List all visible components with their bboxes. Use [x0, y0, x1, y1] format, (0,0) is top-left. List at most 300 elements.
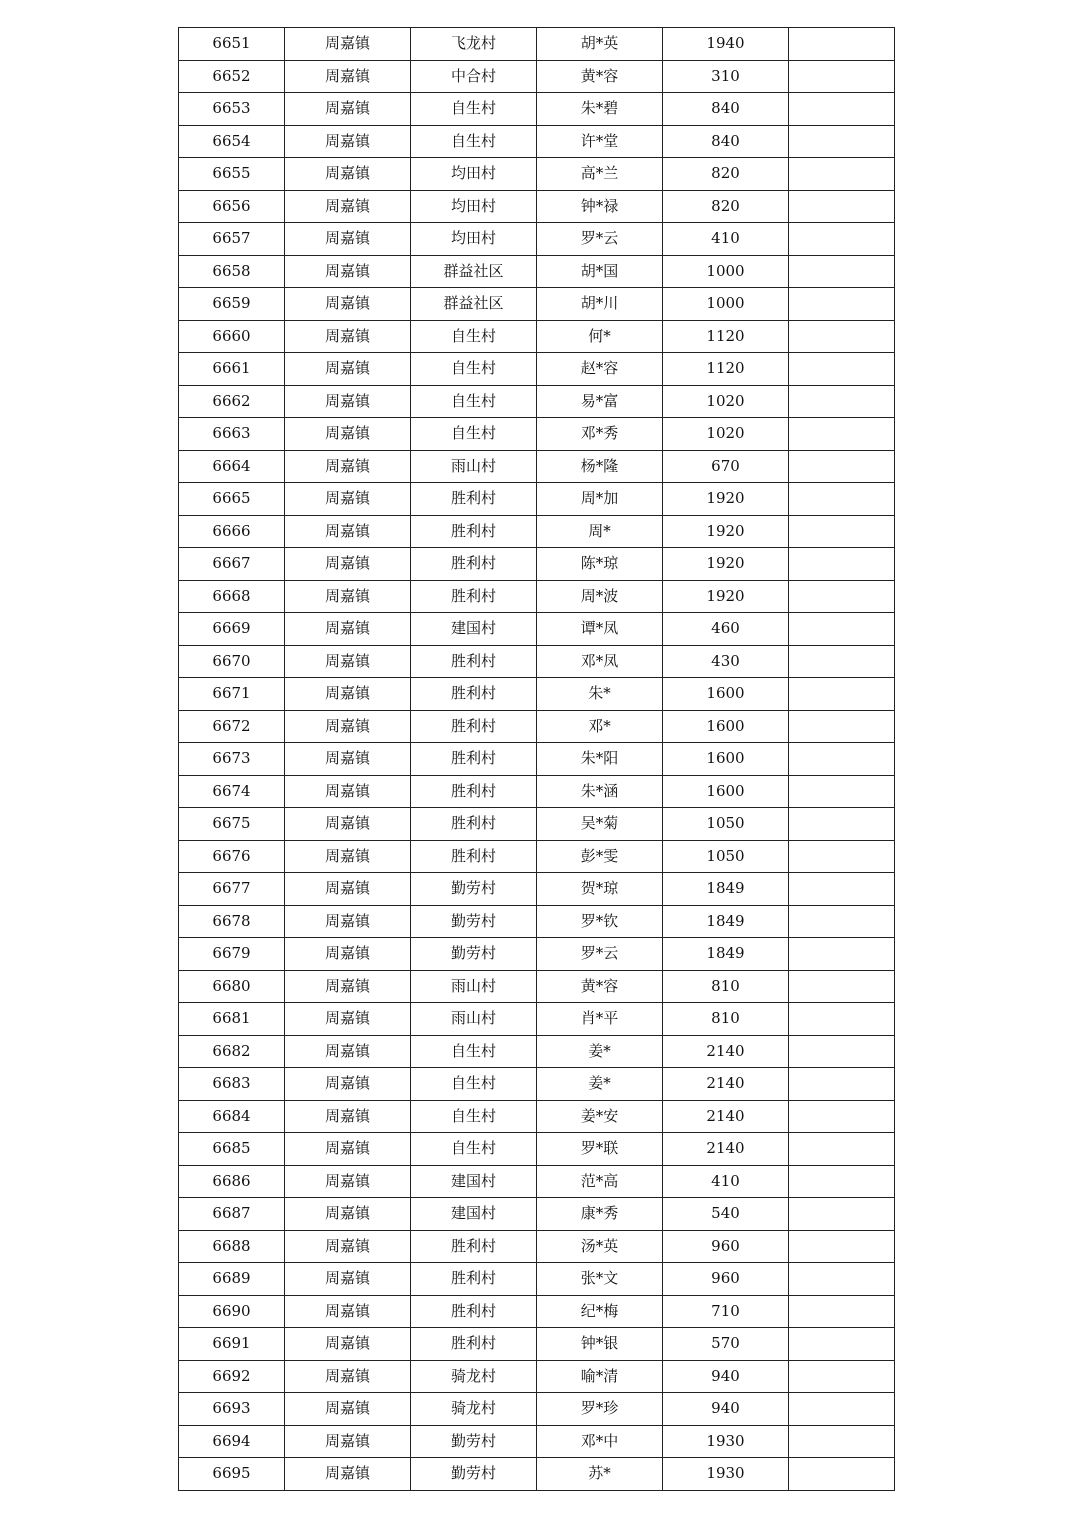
- cell-town: 周嘉镇: [285, 1263, 411, 1296]
- cell-village: 均田村: [411, 223, 537, 256]
- roster-table: [178, 27, 895, 1491]
- cell-village: 雨山村: [411, 970, 537, 1003]
- cell-village: 群益社区: [411, 288, 537, 321]
- cell-note: [789, 905, 895, 938]
- cell-person-name: 许*堂: [537, 125, 663, 158]
- cell-village: 中合村: [411, 60, 537, 93]
- cell-village: 胜利村: [411, 1295, 537, 1328]
- cell-serial-number: 6658: [179, 255, 285, 288]
- cell-note: [789, 1393, 895, 1426]
- cell-note: [789, 1035, 895, 1068]
- cell-town: 周嘉镇: [285, 93, 411, 126]
- cell-serial-number: 6668: [179, 580, 285, 613]
- cell-village: 胜利村: [411, 775, 537, 808]
- cell-note: [789, 613, 895, 646]
- cell-village: 胜利村: [411, 1230, 537, 1263]
- cell-amount: 1930: [663, 1425, 789, 1458]
- cell-serial-number: 6663: [179, 418, 285, 451]
- table-row: [179, 515, 895, 548]
- cell-note: [789, 1328, 895, 1361]
- cell-village: 胜利村: [411, 548, 537, 581]
- cell-town: 周嘉镇: [285, 775, 411, 808]
- cell-person-name: 彭*雯: [537, 840, 663, 873]
- cell-village: 骑龙村: [411, 1393, 537, 1426]
- cell-person-name: 罗*珍: [537, 1393, 663, 1426]
- cell-serial-number: 6684: [179, 1100, 285, 1133]
- table-row: [179, 613, 895, 646]
- cell-village: 勤劳村: [411, 1458, 537, 1491]
- cell-village: 自生村: [411, 320, 537, 353]
- cell-person-name: 胡*川: [537, 288, 663, 321]
- cell-amount: 1849: [663, 938, 789, 971]
- cell-serial-number: 6673: [179, 743, 285, 776]
- cell-serial-number: 6683: [179, 1068, 285, 1101]
- cell-serial-number: 6689: [179, 1263, 285, 1296]
- cell-town: 周嘉镇: [285, 255, 411, 288]
- cell-town: 周嘉镇: [285, 1035, 411, 1068]
- cell-person-name: 赵*容: [537, 353, 663, 386]
- cell-town: 周嘉镇: [285, 1100, 411, 1133]
- cell-person-name: 苏*: [537, 1458, 663, 1491]
- cell-note: [789, 1360, 895, 1393]
- table-row: [179, 1230, 895, 1263]
- cell-person-name: 贺*琼: [537, 873, 663, 906]
- cell-person-name: 喻*清: [537, 1360, 663, 1393]
- cell-amount: 1930: [663, 1458, 789, 1491]
- cell-amount: 1849: [663, 873, 789, 906]
- cell-person-name: 邓*: [537, 710, 663, 743]
- table-row: [179, 158, 895, 191]
- table-row: [179, 418, 895, 451]
- cell-amount: 710: [663, 1295, 789, 1328]
- cell-amount: 430: [663, 645, 789, 678]
- cell-amount: 670: [663, 450, 789, 483]
- cell-person-name: 邓*凤: [537, 645, 663, 678]
- cell-amount: 1920: [663, 548, 789, 581]
- table-row: [179, 385, 895, 418]
- cell-person-name: 汤*英: [537, 1230, 663, 1263]
- cell-note: [789, 580, 895, 613]
- cell-town: 周嘉镇: [285, 1393, 411, 1426]
- cell-person-name: 朱*: [537, 678, 663, 711]
- cell-note: [789, 450, 895, 483]
- cell-town: 周嘉镇: [285, 1328, 411, 1361]
- cell-note: [789, 743, 895, 776]
- cell-serial-number: 6669: [179, 613, 285, 646]
- cell-serial-number: 6656: [179, 190, 285, 223]
- cell-person-name: 康*秀: [537, 1198, 663, 1231]
- cell-town: 周嘉镇: [285, 840, 411, 873]
- cell-village: 自生村: [411, 1100, 537, 1133]
- cell-person-name: 罗*云: [537, 223, 663, 256]
- cell-serial-number: 6652: [179, 60, 285, 93]
- cell-amount: 1000: [663, 288, 789, 321]
- cell-amount: 1600: [663, 678, 789, 711]
- cell-note: [789, 353, 895, 386]
- cell-amount: 310: [663, 60, 789, 93]
- cell-amount: 1920: [663, 580, 789, 613]
- table-row: [179, 1100, 895, 1133]
- cell-note: [789, 645, 895, 678]
- cell-amount: 1600: [663, 710, 789, 743]
- cell-person-name: 陈*琼: [537, 548, 663, 581]
- cell-note: [789, 1230, 895, 1263]
- cell-town: 周嘉镇: [285, 288, 411, 321]
- cell-amount: 540: [663, 1198, 789, 1231]
- cell-village: 胜利村: [411, 483, 537, 516]
- cell-amount: 820: [663, 190, 789, 223]
- cell-person-name: 朱*碧: [537, 93, 663, 126]
- cell-amount: 570: [663, 1328, 789, 1361]
- cell-village: 均田村: [411, 158, 537, 191]
- cell-town: 周嘉镇: [285, 548, 411, 581]
- cell-amount: 840: [663, 125, 789, 158]
- cell-amount: 1050: [663, 840, 789, 873]
- table-row: [179, 483, 895, 516]
- cell-village: 建国村: [411, 1165, 537, 1198]
- cell-village: 骑龙村: [411, 1360, 537, 1393]
- cell-note: [789, 158, 895, 191]
- cell-town: 周嘉镇: [285, 1133, 411, 1166]
- cell-serial-number: 6695: [179, 1458, 285, 1491]
- cell-person-name: 胡*英: [537, 28, 663, 61]
- table-row: [179, 1393, 895, 1426]
- table-row: [179, 710, 895, 743]
- cell-village: 胜利村: [411, 645, 537, 678]
- table-row: [179, 125, 895, 158]
- cell-town: 周嘉镇: [285, 1198, 411, 1231]
- cell-note: [789, 1198, 895, 1231]
- cell-note: [789, 808, 895, 841]
- table-row: [179, 28, 895, 61]
- cell-town: 周嘉镇: [285, 808, 411, 841]
- cell-serial-number: 6667: [179, 548, 285, 581]
- cell-town: 周嘉镇: [285, 1458, 411, 1491]
- cell-person-name: 朱*阳: [537, 743, 663, 776]
- table-row: [179, 450, 895, 483]
- cell-serial-number: 6679: [179, 938, 285, 971]
- cell-note: [789, 775, 895, 808]
- cell-amount: 2140: [663, 1133, 789, 1166]
- cell-town: 周嘉镇: [285, 353, 411, 386]
- cell-person-name: 姜*安: [537, 1100, 663, 1133]
- cell-amount: 1600: [663, 775, 789, 808]
- cell-village: 自生村: [411, 1035, 537, 1068]
- table-row: [179, 840, 895, 873]
- cell-serial-number: 6694: [179, 1425, 285, 1458]
- cell-village: 飞龙村: [411, 28, 537, 61]
- cell-amount: 810: [663, 1003, 789, 1036]
- cell-person-name: 钟*禄: [537, 190, 663, 223]
- cell-town: 周嘉镇: [285, 1068, 411, 1101]
- cell-person-name: 罗*云: [537, 938, 663, 971]
- cell-serial-number: 6678: [179, 905, 285, 938]
- table-row: [179, 320, 895, 353]
- cell-note: [789, 678, 895, 711]
- cell-note: [789, 288, 895, 321]
- cell-amount: 1020: [663, 418, 789, 451]
- cell-serial-number: 6659: [179, 288, 285, 321]
- cell-amount: 2140: [663, 1068, 789, 1101]
- cell-person-name: 姜*: [537, 1035, 663, 1068]
- cell-note: [789, 60, 895, 93]
- cell-amount: 460: [663, 613, 789, 646]
- cell-note: [789, 1165, 895, 1198]
- cell-village: 自生村: [411, 353, 537, 386]
- cell-village: 自生村: [411, 125, 537, 158]
- table-row: [179, 255, 895, 288]
- table-row: [179, 223, 895, 256]
- table-row: [179, 775, 895, 808]
- cell-village: 雨山村: [411, 450, 537, 483]
- table-row: [179, 1035, 895, 1068]
- cell-serial-number: 6691: [179, 1328, 285, 1361]
- cell-serial-number: 6690: [179, 1295, 285, 1328]
- cell-town: 周嘉镇: [285, 125, 411, 158]
- cell-serial-number: 6682: [179, 1035, 285, 1068]
- table-row: [179, 548, 895, 581]
- table-row: [179, 1425, 895, 1458]
- cell-village: 胜利村: [411, 580, 537, 613]
- cell-town: 周嘉镇: [285, 1230, 411, 1263]
- roster-table-body: [179, 28, 895, 1491]
- cell-person-name: 张*文: [537, 1263, 663, 1296]
- cell-amount: 1050: [663, 808, 789, 841]
- table-row: [179, 905, 895, 938]
- cell-serial-number: 6692: [179, 1360, 285, 1393]
- cell-person-name: 黄*容: [537, 970, 663, 1003]
- cell-town: 周嘉镇: [285, 1295, 411, 1328]
- cell-serial-number: 6666: [179, 515, 285, 548]
- cell-serial-number: 6661: [179, 353, 285, 386]
- cell-serial-number: 6664: [179, 450, 285, 483]
- table-row: [179, 1360, 895, 1393]
- cell-note: [789, 840, 895, 873]
- cell-village: 胜利村: [411, 1263, 537, 1296]
- table-row: [179, 1198, 895, 1231]
- cell-serial-number: 6693: [179, 1393, 285, 1426]
- cell-person-name: 周*: [537, 515, 663, 548]
- cell-serial-number: 6674: [179, 775, 285, 808]
- cell-person-name: 何*: [537, 320, 663, 353]
- cell-village: 胜利村: [411, 743, 537, 776]
- cell-town: 周嘉镇: [285, 580, 411, 613]
- cell-town: 周嘉镇: [285, 678, 411, 711]
- cell-village: 建国村: [411, 613, 537, 646]
- cell-note: [789, 385, 895, 418]
- cell-note: [789, 190, 895, 223]
- cell-village: 自生村: [411, 385, 537, 418]
- table-row: [179, 743, 895, 776]
- cell-serial-number: 6655: [179, 158, 285, 191]
- table-row: [179, 580, 895, 613]
- cell-amount: 1920: [663, 515, 789, 548]
- cell-note: [789, 483, 895, 516]
- cell-serial-number: 6662: [179, 385, 285, 418]
- cell-note: [789, 938, 895, 971]
- cell-town: 周嘉镇: [285, 613, 411, 646]
- cell-village: 胜利村: [411, 710, 537, 743]
- cell-serial-number: 6671: [179, 678, 285, 711]
- cell-town: 周嘉镇: [285, 158, 411, 191]
- cell-village: 胜利村: [411, 840, 537, 873]
- cell-note: [789, 1003, 895, 1036]
- cell-note: [789, 1425, 895, 1458]
- cell-amount: 810: [663, 970, 789, 1003]
- cell-village: 胜利村: [411, 515, 537, 548]
- cell-amount: 2140: [663, 1035, 789, 1068]
- cell-village: 自生村: [411, 93, 537, 126]
- cell-person-name: 黄*容: [537, 60, 663, 93]
- table-row: [179, 1068, 895, 1101]
- cell-serial-number: 6657: [179, 223, 285, 256]
- cell-town: 周嘉镇: [285, 385, 411, 418]
- cell-serial-number: 6665: [179, 483, 285, 516]
- cell-person-name: 周*加: [537, 483, 663, 516]
- cell-amount: 940: [663, 1360, 789, 1393]
- cell-town: 周嘉镇: [285, 28, 411, 61]
- cell-village: 胜利村: [411, 678, 537, 711]
- table-row: [179, 938, 895, 971]
- table-row: [179, 873, 895, 906]
- cell-town: 周嘉镇: [285, 1165, 411, 1198]
- cell-amount: 1600: [663, 743, 789, 776]
- cell-person-name: 吴*菊: [537, 808, 663, 841]
- cell-town: 周嘉镇: [285, 873, 411, 906]
- cell-village: 勤劳村: [411, 938, 537, 971]
- cell-village: 自生村: [411, 418, 537, 451]
- cell-amount: 1920: [663, 483, 789, 516]
- cell-amount: 960: [663, 1263, 789, 1296]
- cell-person-name: 杨*隆: [537, 450, 663, 483]
- table-row: [179, 808, 895, 841]
- cell-village: 勤劳村: [411, 1425, 537, 1458]
- cell-person-name: 钟*银: [537, 1328, 663, 1361]
- table-row: [179, 1133, 895, 1166]
- cell-note: [789, 1068, 895, 1101]
- cell-person-name: 朱*涵: [537, 775, 663, 808]
- cell-person-name: 周*波: [537, 580, 663, 613]
- cell-amount: 960: [663, 1230, 789, 1263]
- cell-person-name: 姜*: [537, 1068, 663, 1101]
- cell-town: 周嘉镇: [285, 1425, 411, 1458]
- cell-note: [789, 873, 895, 906]
- cell-serial-number: 6670: [179, 645, 285, 678]
- cell-town: 周嘉镇: [285, 450, 411, 483]
- cell-serial-number: 6672: [179, 710, 285, 743]
- cell-serial-number: 6677: [179, 873, 285, 906]
- cell-village: 均田村: [411, 190, 537, 223]
- cell-serial-number: 6686: [179, 1165, 285, 1198]
- table-row: [179, 190, 895, 223]
- cell-note: [789, 1100, 895, 1133]
- table-row: [179, 93, 895, 126]
- cell-person-name: 胡*国: [537, 255, 663, 288]
- cell-note: [789, 28, 895, 61]
- cell-village: 胜利村: [411, 808, 537, 841]
- cell-amount: 410: [663, 1165, 789, 1198]
- cell-village: 勤劳村: [411, 905, 537, 938]
- cell-person-name: 高*兰: [537, 158, 663, 191]
- cell-serial-number: 6651: [179, 28, 285, 61]
- cell-town: 周嘉镇: [285, 1003, 411, 1036]
- cell-town: 周嘉镇: [285, 743, 411, 776]
- cell-town: 周嘉镇: [285, 223, 411, 256]
- cell-town: 周嘉镇: [285, 1360, 411, 1393]
- cell-amount: 1000: [663, 255, 789, 288]
- cell-note: [789, 255, 895, 288]
- cell-serial-number: 6688: [179, 1230, 285, 1263]
- cell-note: [789, 548, 895, 581]
- cell-note: [789, 1295, 895, 1328]
- cell-person-name: 谭*凤: [537, 613, 663, 646]
- table-row: [179, 288, 895, 321]
- cell-serial-number: 6676: [179, 840, 285, 873]
- cell-town: 周嘉镇: [285, 645, 411, 678]
- cell-amount: 840: [663, 93, 789, 126]
- cell-person-name: 罗*钦: [537, 905, 663, 938]
- cell-amount: 2140: [663, 1100, 789, 1133]
- table-row: [179, 1295, 895, 1328]
- cell-town: 周嘉镇: [285, 60, 411, 93]
- cell-amount: 1120: [663, 353, 789, 386]
- cell-village: 勤劳村: [411, 873, 537, 906]
- table-row: [179, 353, 895, 386]
- cell-amount: 940: [663, 1393, 789, 1426]
- cell-village: 自生村: [411, 1068, 537, 1101]
- cell-town: 周嘉镇: [285, 938, 411, 971]
- cell-note: [789, 710, 895, 743]
- cell-note: [789, 515, 895, 548]
- table-row: [179, 645, 895, 678]
- cell-person-name: 肖*平: [537, 1003, 663, 1036]
- cell-note: [789, 970, 895, 1003]
- table-row: [179, 1458, 895, 1491]
- cell-town: 周嘉镇: [285, 190, 411, 223]
- cell-town: 周嘉镇: [285, 515, 411, 548]
- table-row: [179, 678, 895, 711]
- cell-town: 周嘉镇: [285, 970, 411, 1003]
- cell-note: [789, 418, 895, 451]
- cell-serial-number: 6660: [179, 320, 285, 353]
- cell-village: 群益社区: [411, 255, 537, 288]
- cell-note: [789, 1133, 895, 1166]
- cell-town: 周嘉镇: [285, 710, 411, 743]
- cell-village: 建国村: [411, 1198, 537, 1231]
- cell-note: [789, 93, 895, 126]
- cell-town: 周嘉镇: [285, 418, 411, 451]
- cell-note: [789, 1263, 895, 1296]
- cell-serial-number: 6654: [179, 125, 285, 158]
- cell-village: 胜利村: [411, 1328, 537, 1361]
- cell-amount: 1849: [663, 905, 789, 938]
- table-row: [179, 1003, 895, 1036]
- table-row: [179, 970, 895, 1003]
- cell-person-name: 邓*中: [537, 1425, 663, 1458]
- cell-amount: 410: [663, 223, 789, 256]
- cell-note: [789, 125, 895, 158]
- cell-note: [789, 320, 895, 353]
- cell-person-name: 范*高: [537, 1165, 663, 1198]
- cell-person-name: 纪*梅: [537, 1295, 663, 1328]
- cell-person-name: 易*富: [537, 385, 663, 418]
- cell-note: [789, 1458, 895, 1491]
- cell-serial-number: 6675: [179, 808, 285, 841]
- table-row: [179, 60, 895, 93]
- cell-serial-number: 6653: [179, 93, 285, 126]
- cell-note: [789, 223, 895, 256]
- table-row: [179, 1263, 895, 1296]
